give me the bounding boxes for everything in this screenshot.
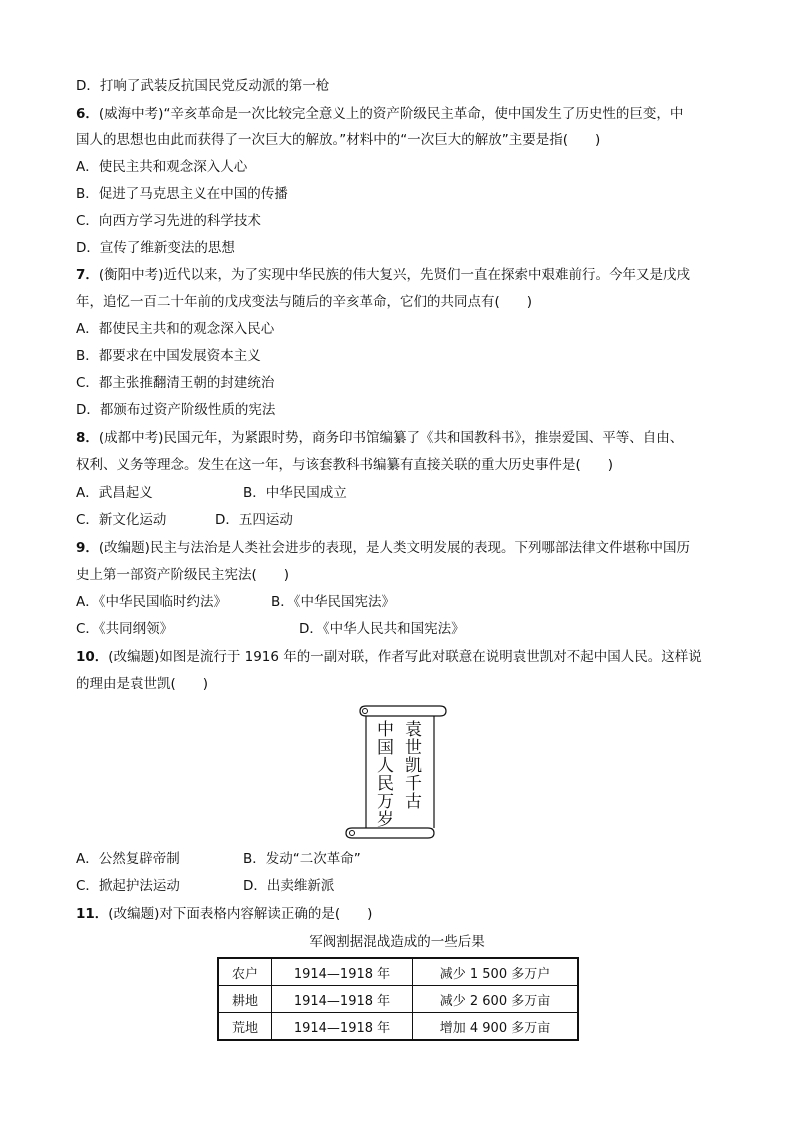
q9-stem-line2: 史上第一部资产阶级民主宪法( ) — [76, 567, 290, 583]
q7-stem-line2: 年，追忆一百二十年前的戊戌变法与随后的辛亥革命，它们的共同点有( ) — [76, 294, 533, 310]
q6-option-b: B．促进了马克思主义在中国的传播 — [76, 186, 288, 202]
q10-option-c: C．掀起护法运动 — [76, 878, 180, 894]
q10-number: 10． — [76, 649, 109, 665]
q10-option-d: D．出卖维新派 — [243, 878, 335, 894]
q6-option-a: A．使民主共和观念深入人心 — [76, 159, 248, 175]
q11-number: 11． — [76, 906, 109, 922]
q6-stem-line1: 6．(威海中考)“辛亥革命是一次比较完全意义上的资产阶级民主革命，使中国发生了历史性的巨变，中 — [76, 106, 684, 122]
table-cell: 1914—1918 年 — [272, 958, 413, 986]
q8-option-d: D．五四运动 — [215, 512, 293, 528]
q10-stem-line2: 的理由是袁世凯( ) — [76, 676, 209, 692]
q7-option-d: D．都颁布过资产阶级性质的宪法 — [76, 402, 276, 418]
q10-option-a: A．公然复辟帝制 — [76, 851, 180, 867]
q8-stem-line1: 8．(成都中考)民国元年，为紧跟时势，商务印书馆编纂了《共和国教科书》，推崇爱国、平等、自由、 — [76, 430, 684, 446]
warlord-consequences-table — [217, 957, 579, 1041]
q9-stem-line1: 9．(改编题)民主与法治是人类社会进步的表现，是人类文明发展的表现。下列哪部法律文件堪称中国历 — [76, 540, 690, 556]
q10-option-b: B．发动“二次革命” — [243, 851, 361, 867]
table-cell: 减少 1 500 多万户 — [413, 958, 579, 986]
q9-option-d: D．《中华人民共和国宪法》 — [299, 621, 465, 637]
scroll-outline-icon — [344, 700, 448, 840]
q9-option-c: C．《共同纲领》 — [76, 621, 174, 637]
couplet-right-line: 袁世凯千古 — [401, 720, 421, 810]
table-cell: 1914—1918 年 — [272, 986, 413, 1013]
q7-stem-line1: 7．(衡阳中考)近代以来，为了实现中华民族的伟大复兴，先贤们一直在探索中艰难前行。今年又是戊戌 — [76, 267, 690, 283]
q8-option-a: A．武昌起义 — [76, 485, 153, 501]
table-cell: 荒地 — [218, 1013, 272, 1041]
q9-option-a: A．《中华民国临时约法》 — [76, 594, 227, 610]
table-cell: 减少 2 600 多万亩 — [413, 986, 579, 1013]
q8-option-b: B．中华民国成立 — [243, 485, 347, 501]
q6-stem-line2: 国人的思想也由此而获得了一次巨大的解放。”材料中的“一次巨大的解放”主要是指( ) — [76, 132, 601, 148]
q7-option-c: C．都主张推翻清王朝的封建统治 — [76, 375, 275, 391]
q6-option-d: D．宣传了维新变法的思想 — [76, 240, 235, 256]
table-cell: 1914—1918 年 — [272, 1013, 413, 1041]
q10-stem-line1: 10．(改编题)如图是流行于 1916 年的一副对联，作者写此对联意在说明袁世凯对不起中国人民。这样说 — [76, 649, 702, 665]
table-row — [218, 1013, 578, 1041]
table-cell: 农户 — [218, 958, 272, 986]
q6-number: 6． — [76, 106, 99, 122]
table-row — [218, 986, 578, 1013]
q9-option-b: B．《中华民国宪法》 — [271, 594, 396, 610]
table-row — [218, 958, 578, 986]
q7-option-b: B．都要求在中国发展资本主义 — [76, 348, 261, 364]
table-cell: 增加 4 900 多万亩 — [413, 1013, 579, 1041]
q7-number: 7． — [76, 267, 99, 283]
q8-number: 8． — [76, 430, 99, 446]
q8-stem-line2: 权利、义务等理念。发生在这一年，与该套教科书编纂有直接关联的重大历史事件是( ) — [76, 457, 614, 473]
couplet-left-line: 中国人民万岁 — [373, 720, 393, 828]
couplet-scroll-figure — [344, 700, 448, 840]
q8-option-c: C．新文化运动 — [76, 512, 167, 528]
q6-option-c: C．向西方学习先进的科学技术 — [76, 213, 261, 229]
q9-number: 9． — [76, 540, 99, 556]
q7-option-a: A．都使民主共和的观念深入民心 — [76, 321, 275, 337]
table-title: 军阀割据混战造成的一些后果 — [309, 934, 485, 950]
table-cell: 耕地 — [218, 986, 272, 1013]
q5-option-d: D．打响了武装反抗国民党反动派的第一枪 — [76, 78, 330, 94]
q11-stem: 11．(改编题)对下面表格内容解读正确的是( ) — [76, 906, 373, 922]
